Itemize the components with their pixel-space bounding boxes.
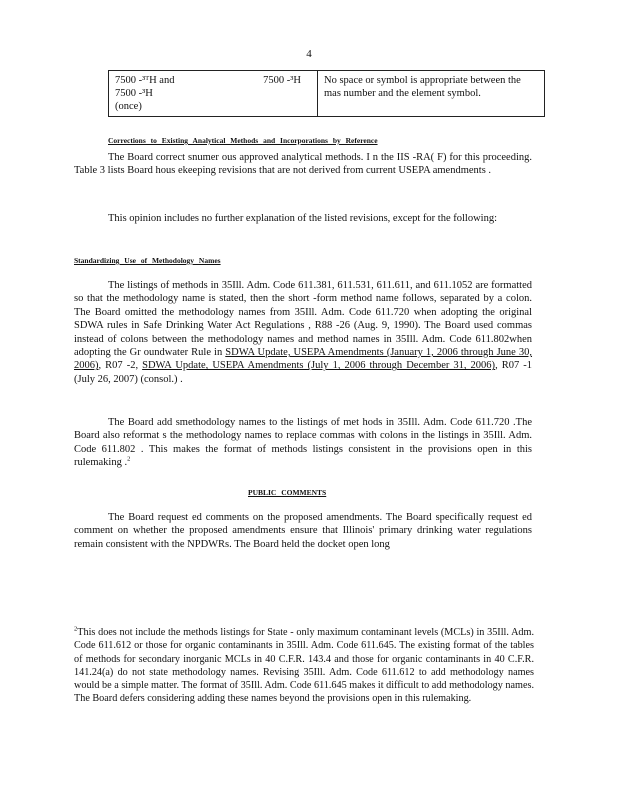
section-heading-standardizing: Standardizing Use of Methodology Names [74,256,221,265]
notation-2: 7500 -³H [263,75,301,86]
paragraph-corrections [74,151,532,178]
footnote-text: This does not include the methods listings for State - only maximum contaminant levels (MCLs) in 35Ill. Adm. Code 611.612 or those for organic contaminants in 35Ill. Adm. Code 611.645. The existing format of the tables of methods for secondary inorganic MCLs in 40 C.F.R. 143.4 and those for organic contaminants in 40 C.F.R. 141.24(a) do not state methodology names. Revising 35Ill. Adm. Code 611.612 to add methodology names would be a simple matter. The format of 35Ill. Adm. Code 611.645 makes it difficult to add methodology names. The Board defers considering adding these names beyond the provisions open in this rulemaking. [74,627,534,705]
footnote-mark: 2 [74,625,78,633]
citation-link-2: SDWA Update, USEPA Amendments (July 1, 2006 through December 31, 2006) [142,360,496,372]
paragraph-text-tail: , R07 -1 (July 26, 2007) (consol.) . [74,360,533,385]
notation-1: 7500 -³ᵀH and [115,75,175,86]
section-heading-corrections: Corrections to Existing Analytical Methods and Incorporations by Reference [108,136,378,145]
page-number: 4 [306,48,312,60]
table-cell-comment: No space or symbol is appropriate between the mas number and the element symbol. [318,71,545,117]
paragraph-text: The Board add smethodology names to the listings of met hods in 35Ill. Adm. Code 611.720 .The Board also reformat s the methodology names to replace commas with colons in the listings in 35Ill. Adm. Code 611.802 . This makes the format of methods listings consistent in the provisions open in this rulemaking . [74,417,532,469]
paragraph-text: This opinion includes no further explanation of the listed revisions, except for the following: [108,213,497,224]
paragraph-opinion [74,212,532,225]
paragraph-text: The Board request ed comments on the proposed amendments. The Board specifically request ed comment on whether the proposed amendments ensure that Illinois' primary drinking water regulations remain consistent with the NPDWRs. The Board held the docket open long [74,512,532,550]
notation-4: (once) [115,101,142,112]
paragraph-public-comments [74,511,532,551]
table-cell-notation [109,71,318,117]
section-heading-public-comments: PUBLIC COMMENTS [248,488,327,497]
paragraph-text-mid: , R07 -2, [98,360,139,372]
isotope-notation-table [108,70,545,117]
citation-link-1: SDWA Update, USEPA Amendments (January 1, 2006 through June 30, 2006) [74,347,533,372]
notation-3: 7500 -³H [115,88,153,99]
footnote-ref: 2 [127,455,131,463]
footnote [74,626,534,706]
paragraph-text: The Board correct snumer ous approved analytical methods. I n the IIS -RA( F) for this proceeding. Table 3 lists Board hous ekeeping revisions that are not derived from current USEPA amendments . [74,152,532,177]
table-row [109,71,545,117]
paragraph-adds-methodology [74,416,532,470]
paragraph-listings [74,279,532,386]
paragraph-text: The listings of methods in 35Ill. Adm. Code 611.381, 611.531, 611.611, and 611.1052 are formatted so that the methodology name is stated, then the short -form method name follows, separated by a colon. The Board omitted the methodology names from 35Ill. Adm. Code 611.720 when adopting the original SDWA rules in Safe Drinking Water Act Regulations , R88 -26 (Aug. 9, 1990). The Board used commas instead of colons between the methodology names and method names in 35Ill. Adm. Code 611.802when adopting the Gr oundwater Rule in [74,280,532,359]
